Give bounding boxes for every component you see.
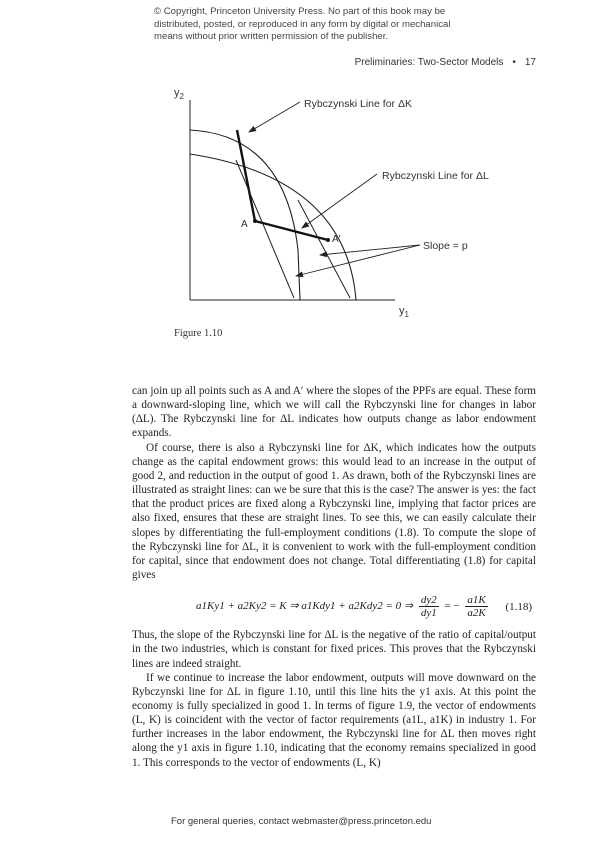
point-a-label: A bbox=[241, 219, 248, 230]
y-axis-label: $y_2$ bbox=[174, 87, 184, 101]
fraction-2-denominator: a2K bbox=[467, 607, 486, 620]
equation-body bbox=[196, 594, 491, 619]
running-head-bullet: • bbox=[512, 57, 516, 68]
running-head-title: Preliminaries: Two-Sector Models bbox=[354, 57, 504, 68]
slope-label: Slope = p bbox=[423, 240, 468, 252]
rybczynski-l-arrow bbox=[302, 174, 377, 228]
page-number: 17 bbox=[524, 57, 536, 68]
x-axis-label: $y_1$ bbox=[399, 305, 409, 319]
fraction-dy2-dy1 bbox=[419, 594, 439, 619]
equation-lhs: a1Ky1 + a2Ky2 = K ⇒ a1Kdy1 + a2Kdy2 = 0 ⇒ bbox=[196, 600, 414, 613]
running-head bbox=[355, 57, 536, 68]
body-text bbox=[132, 384, 536, 770]
rybczynski-l-label: Rybczynski Line for ΔL bbox=[382, 170, 489, 182]
copyright-notice bbox=[154, 6, 484, 44]
equation-number: (1.18) bbox=[505, 601, 532, 614]
equals-minus-sign: = − bbox=[444, 600, 460, 613]
fraction-1-denominator: dy1 bbox=[420, 607, 437, 620]
slope-arrow-upper bbox=[320, 245, 420, 255]
point-a-prime-label: A′ bbox=[332, 234, 341, 245]
figure-caption: Figure 1.10 bbox=[174, 328, 223, 339]
figure-1-10-diagram bbox=[170, 80, 510, 320]
point-a-dot bbox=[253, 219, 257, 223]
rybczynski-line-k bbox=[237, 130, 255, 221]
price-line-at-a-prime bbox=[298, 200, 350, 298]
ppf-curve-expanded bbox=[190, 154, 356, 300]
copyright-line-2: distributed, posted, or reproduced in any form by digital or mechanical bbox=[154, 18, 451, 30]
copyright-line-1: © Copyright, Princeton University Press. No part of this book may be bbox=[154, 6, 446, 17]
rybczynski-k-arrow bbox=[249, 102, 300, 132]
point-a-prime-dot bbox=[326, 238, 330, 242]
ppf-curve-initial bbox=[190, 130, 300, 300]
fraction-1-numerator: dy2 bbox=[420, 594, 437, 607]
copyright-line-3: means without prior written permission of the publisher. bbox=[154, 31, 389, 42]
fraction-2-numerator: a1K bbox=[467, 594, 486, 607]
paragraph-1: can join up all points such as A and A′ where the slopes of the PPFs are equal. These form a downward-sloping line, which we will call the Rybczynski line for changes in labor (ΔL). The Rybczynski line for ΔL indicates how outputs change as labor endowment expands. bbox=[132, 385, 536, 440]
rybczynski-k-label: Rybczynski Line for ΔK bbox=[304, 98, 412, 110]
paragraph-3: Thus, the slope of the Rybczynski line for ΔL is the negative of the ratio of capital/output in the two industries, which is constant for fixed prices. This proves that the Rybczynski lines are indeed straight. bbox=[132, 629, 536, 670]
fraction-a1k-a2k bbox=[465, 594, 487, 619]
paragraph-2: Of course, there is also a Rybczynski line for ΔK, which indicates how the outputs change as the capital endowment grows: this would lead to an increase in the output of good 2, and reduction in the output of good 1. As drawn, both of the Rybczynski lines are illustrated as straight lines: can we be sure that this is the case? The answer is yes: the fact that the product prices are fixed along a Rybczynski line, implying that factor prices are also fixed, ensures that these are straight lines. To see this, we can easily calculate their slopes by differentiating the full-employment conditions (1.8). To compute the slope of the Rybczynski line for ΔL, it is convenient to work with the full-employment condition for capital, since that endowment does not change. Total differentiating (1.8) for capital gives bbox=[132, 441, 536, 582]
equation-1-18 bbox=[132, 582, 536, 628]
footer-contact: For general queries, contact webmaster@press.princeton.edu bbox=[171, 816, 432, 827]
paragraph-4: If we continue to increase the labor endowment, outputs will move downward on the Rybczynski line for ΔL in figure 1.10, until this line hits the y1 axis. At this point the economy is fully specialized in good 1. In terms of figure 1.9, the vector of endowments (L, K) is coincident with the vector of factor requirements (a1L, a1K) in industry 1. For further increases in the labor endowment, the Rybczynski line for ΔL then moves right along the y1 axis in figure 1.10, indicating that the economy remains specialized in good 1. This corresponds to the vector of endowments (L, K) bbox=[132, 671, 536, 769]
slope-arrow-lower bbox=[296, 245, 420, 276]
